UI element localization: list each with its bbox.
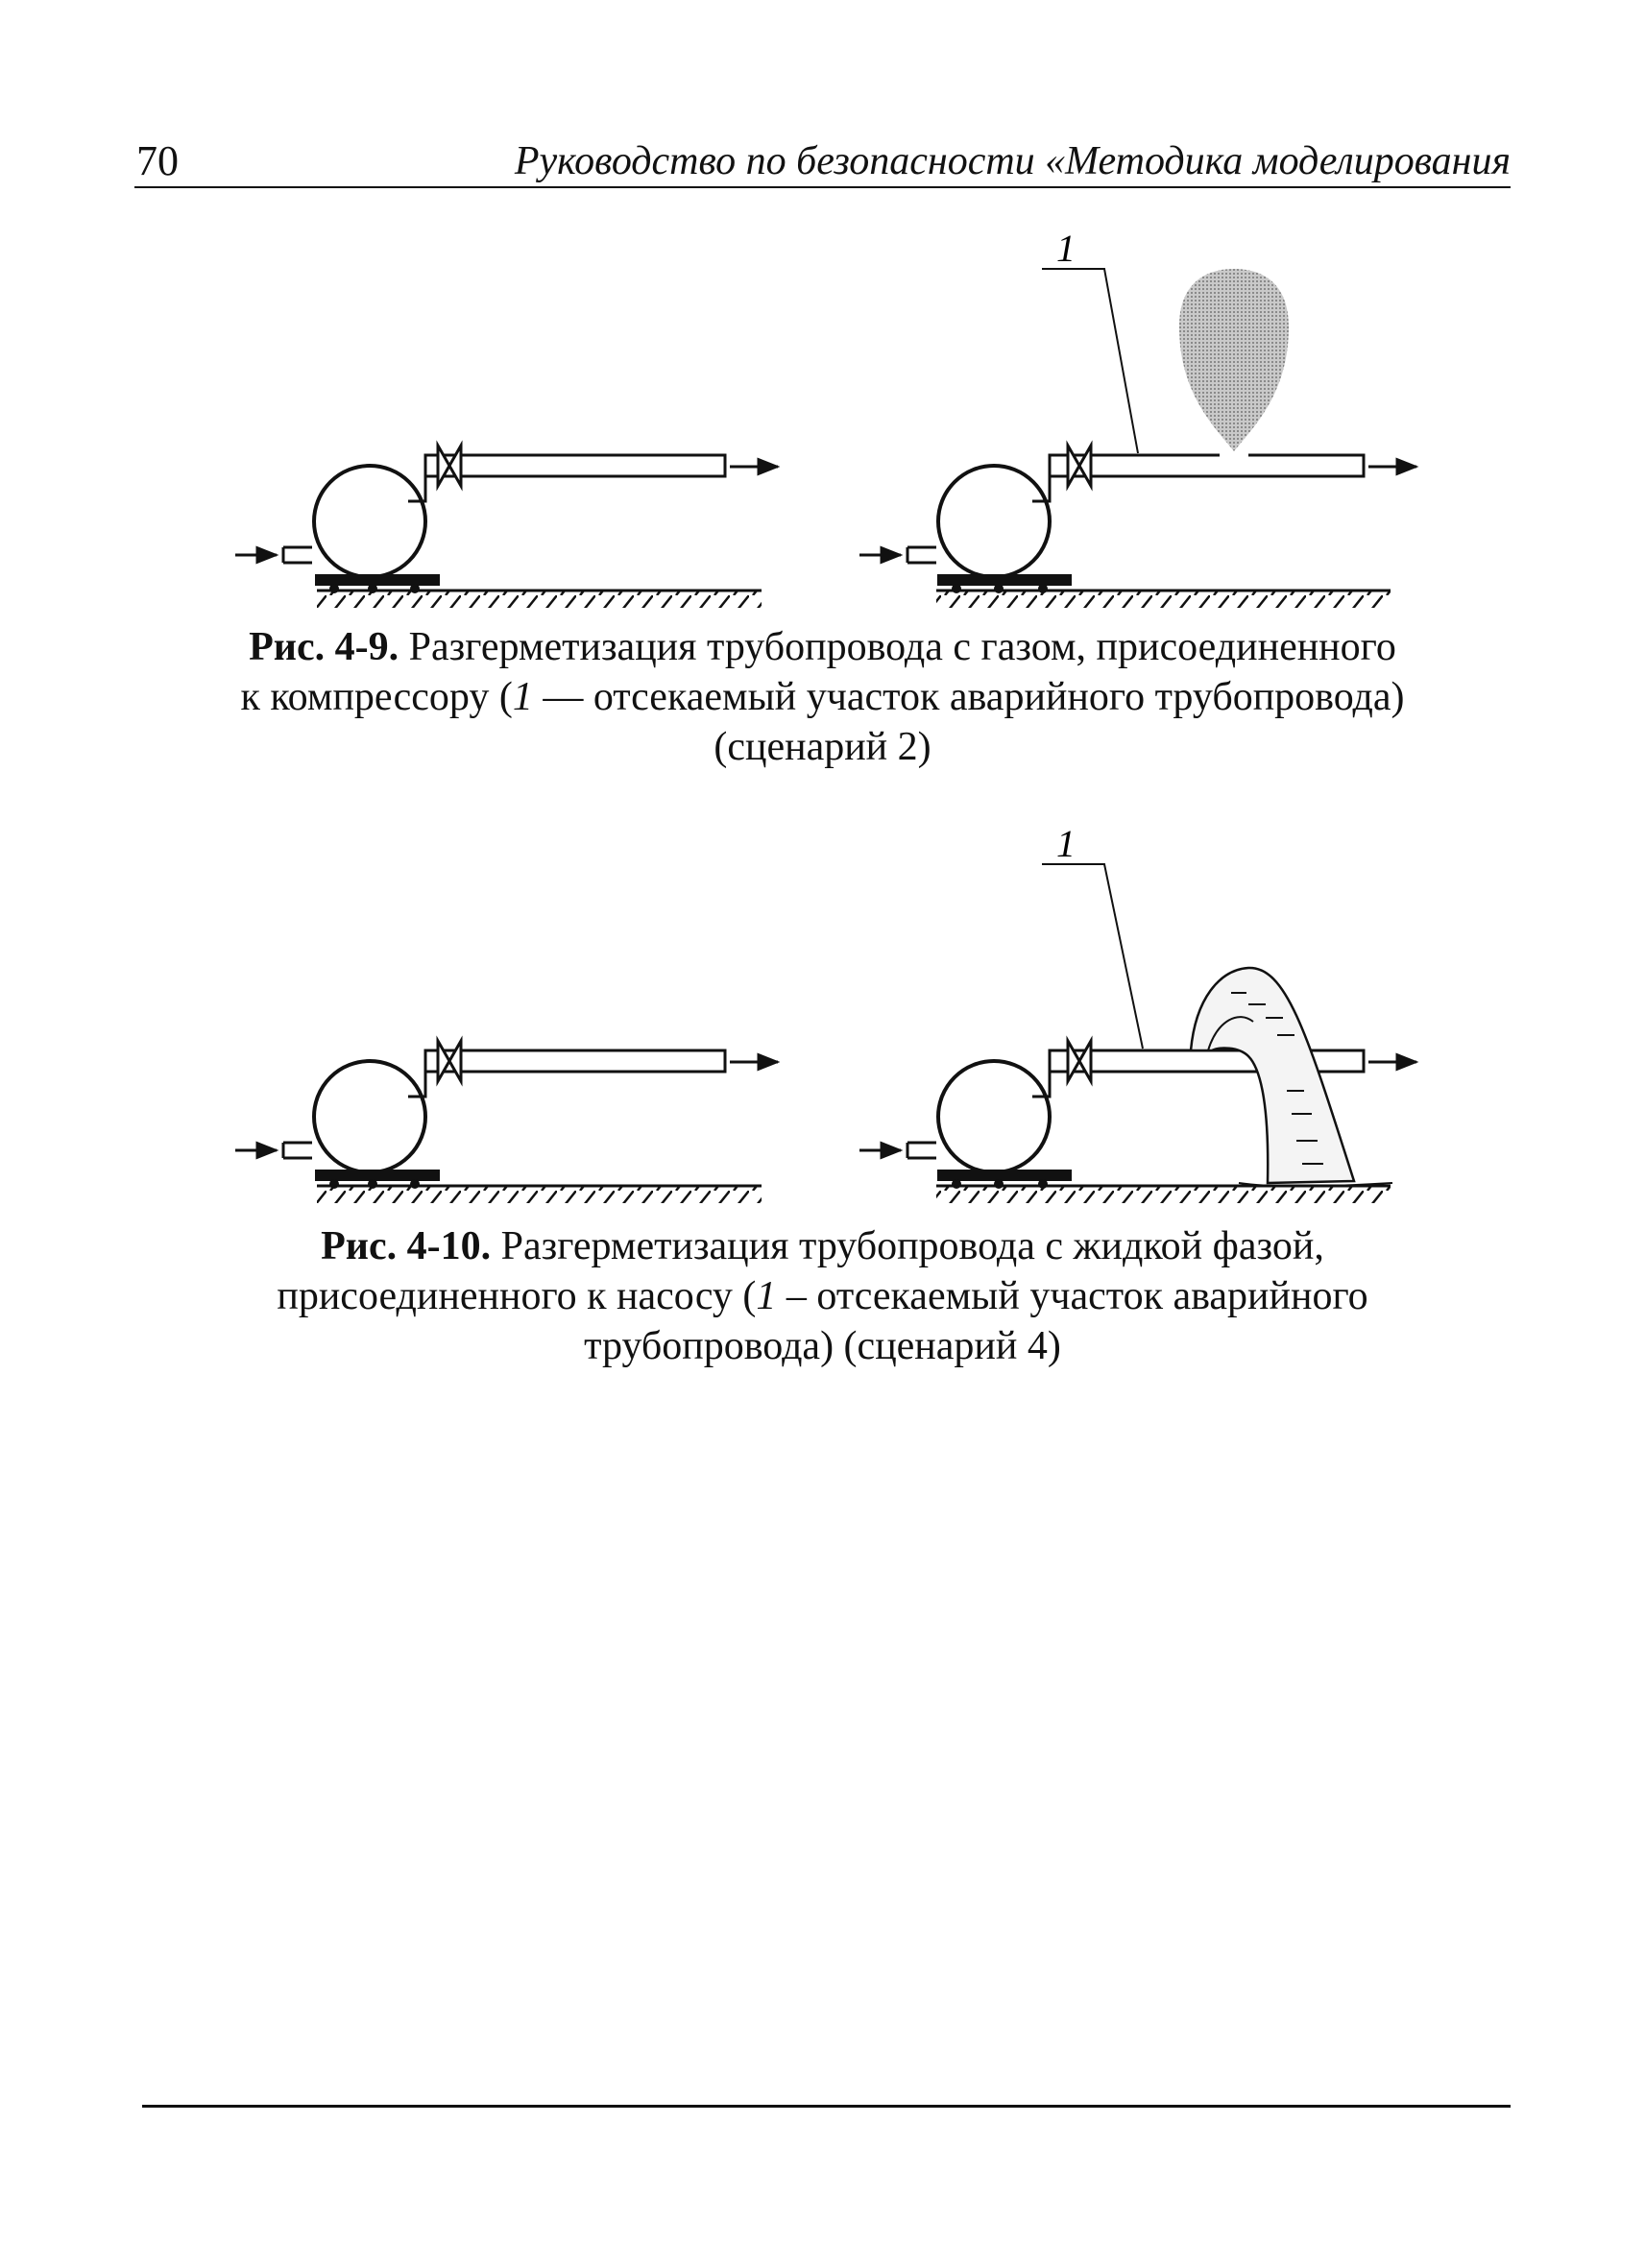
gas-cloud <box>1179 269 1289 451</box>
callout-1: 1 <box>1056 227 1076 270</box>
figure-4-9-drawing <box>0 211 1645 615</box>
pump-left <box>235 1041 778 1203</box>
compressor-right <box>859 269 1416 608</box>
compressor-left <box>235 446 778 608</box>
figure-label: Рис. 4-10. <box>321 1224 492 1268</box>
figure-label: Рис. 4-9. <box>249 625 399 669</box>
callout-1: 1 <box>1056 822 1076 865</box>
page-number: 70 <box>136 137 179 184</box>
liquid-jet <box>1191 968 1392 1187</box>
figure-4-10-drawing <box>0 807 1645 1210</box>
header-rule <box>134 186 1511 188</box>
pump-right <box>859 864 1416 1203</box>
running-head: Руководство по безопасности «Методика моделирования <box>514 139 1511 183</box>
figure-caption: Рис. 4-10. Разгерметизация трубопровода с жидкой фазой, присоединенного к насосу (1 – отсекаемый участок аварийного трубопровода) (сценарий 4) <box>277 1224 1368 1368</box>
footer-rule <box>142 2105 1511 2108</box>
figure-caption: Рис. 4-9. Разгерметизация трубопровода с газом, присоединенного к компрессору (1 — отсекаемый участок аварийного трубопровода) (сценарий 2) <box>240 625 1405 769</box>
